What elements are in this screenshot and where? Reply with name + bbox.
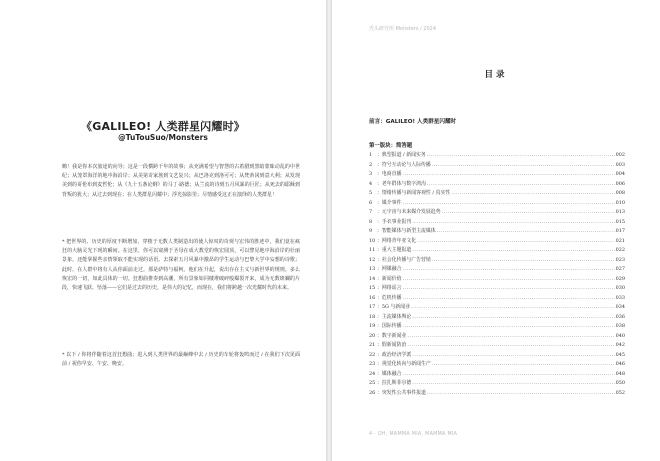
toc-entry-number: 14 [369, 275, 376, 282]
toc-entry[interactable] [369, 389, 625, 399]
toc-entry[interactable] [369, 313, 625, 323]
toc-entry[interactable] [369, 275, 625, 285]
toc-leader-dots [412, 379, 614, 389]
toc-entry-page: 003 [615, 161, 625, 168]
toc-entry-page: 010 [615, 199, 625, 206]
toc-entry-label: ：国际传播 [377, 323, 402, 329]
toc-entry-number: 5 [369, 190, 373, 196]
toc-entry-number: 22 [369, 351, 376, 358]
toc-entry-label: ：主流媒体舆论 [377, 313, 412, 320]
toc-leader-dots [427, 151, 615, 161]
toc-entry[interactable] [369, 303, 625, 313]
toc-entry-page: 015 [615, 218, 625, 225]
toc-entry-label: ：视觉化转向与新闻生产 [377, 361, 431, 367]
toc-entry[interactable] [369, 180, 625, 190]
toc-leader-dots [402, 294, 614, 304]
toc-entry-number: 19 [369, 323, 376, 329]
toc-entry-number: 4 [369, 180, 373, 187]
toc-entry-number: 15 [369, 285, 376, 291]
toc-entry-page: 046 [615, 361, 625, 367]
toc-entry-number: 2 [369, 161, 373, 168]
toc-entry[interactable] [369, 218, 625, 228]
toc-entry-number: 10 [369, 237, 376, 244]
toc-entry-label: ：元宇宙与未来媒介发展趋势 [377, 209, 441, 215]
intro-paragraph: 嗨！我是你本次旅途的向导；这是一段横跨千年的故事；从充满希望与智慧的古希腊到黑暗蒙昧动乱的中世纪；从笼罩海洋的地中海沿岸；从美第奇家族到文艺复兴；从巴洛克到洛可可；从梵蒂冈到意大利；从发现美到的哥伦布到麦哲伦；从《九十五条论纲》的马丁·路德；从兰流的诗到五月风暴的巨匠；从死去的耶稣到背叛的犹大；从过去到现在；在人类群星闪耀中；浮光掠影里；尽情感受这正在演绎的人类群星！ [62, 164, 300, 198]
toc-entry-number: 16 [369, 294, 376, 301]
toc-leader-dots [407, 341, 614, 351]
toc-entry[interactable] [369, 360, 625, 370]
toc-entry[interactable] [369, 237, 625, 247]
toc-entry-page: 036 [615, 313, 625, 320]
toc-leader-dots [402, 284, 614, 294]
toc-entry-label: ：5G 与新闻业 [377, 304, 411, 310]
toc-leader-dots [451, 189, 614, 199]
toc-entry-number: 8 [369, 218, 373, 225]
toc-entry[interactable] [369, 189, 625, 199]
toc-entry-label: ：重大主题报道 [377, 247, 412, 253]
toc-entry-label: ：危机传播 [377, 294, 402, 301]
toc-entry-page: 038 [615, 323, 625, 329]
toc-entry-label: ：社会化传播与广告营销 [377, 256, 431, 263]
toc-entry-page: 033 [615, 294, 625, 301]
toc-entry-number: 7 [369, 209, 373, 215]
toc-title: 目录 [484, 70, 508, 80]
toc-entry-label: ：拉扎斯菲尔德 [377, 380, 412, 386]
toc-entry-page: 023 [615, 256, 625, 263]
toc-entry[interactable] [369, 256, 625, 266]
right-page [332, 0, 660, 461]
toc-leader-dots [412, 351, 614, 361]
toc-section-title: 第一版块：简答题 [369, 143, 413, 149]
toc-entry[interactable] [369, 199, 625, 209]
running-footer: 4 · OH, MAMMA MIA, MAMMA MIA [369, 432, 458, 437]
toc-entry-number: 13 [369, 266, 376, 272]
toc-entry-number: 24 [369, 370, 376, 377]
book-author: @TuTouSuo/Monsters [118, 133, 208, 142]
toc-entry-number: 11 [369, 247, 376, 253]
toc-leader-dots [432, 360, 615, 370]
toc-entry-page: 050 [615, 380, 625, 386]
toc-entry-label: ：智能媒体与新型主流媒体 [377, 228, 436, 234]
toc-entry-label: ：媒体融合 [377, 370, 402, 377]
toc-leader-dots [427, 180, 615, 190]
toc-entry-label: ：网媒融合 [377, 266, 402, 272]
toc-entry-page: 004 [615, 171, 625, 177]
toc-entry-page: 021 [615, 237, 625, 244]
toc-leader-dots [417, 237, 615, 247]
toc-entry-number: 6 [369, 199, 373, 206]
toc-entry[interactable] [369, 151, 625, 161]
toc-leader-dots [402, 275, 614, 285]
toc-entry-page: 045 [615, 351, 625, 358]
toc-entry[interactable] [369, 246, 625, 256]
toc-entry-page: 052 [615, 389, 625, 396]
toc-leader-dots [432, 161, 615, 171]
toc-entry-page: 006 [615, 180, 625, 187]
toc-entry-label: ：网络青年亚文化 [377, 237, 417, 244]
book-title: 《GALILEO! 人类群星闪耀时》 [81, 120, 245, 133]
toc-entry-number: 9 [369, 228, 373, 234]
toc-entry-page: 017 [615, 228, 625, 234]
toc-entry-number: 20 [369, 332, 376, 339]
toc-entry-label: ：符号互动论与人际传播 [377, 161, 431, 168]
toc-entry-number: 1 [369, 152, 373, 158]
toc-entry[interactable] [369, 227, 625, 237]
toc-entry-number: 26 [369, 389, 376, 396]
toc-entry-number: 21 [369, 342, 376, 348]
toc-entry[interactable] [369, 341, 625, 351]
toc-entry-page: 008 [615, 190, 625, 196]
toc-leader-dots [412, 218, 614, 228]
toc-entry[interactable] [369, 208, 625, 218]
toc-entry[interactable] [369, 379, 625, 389]
toc-entry-label: ：典型报道 / 新闻实务 [377, 152, 426, 158]
toc-leader-dots [407, 332, 614, 342]
toc-entry-label: ：媒介事件 [377, 199, 402, 206]
left-page [0, 0, 326, 461]
toc-entry-number: 23 [369, 361, 376, 367]
body-paragraph: * 把世界的、历史的厚度不断增加，穿梭于无数人类制造出的使人惊叹的奇观与宏伟的胜迹中，我们竟在疯狂的大脑灵光下现的瞬间。在这里，你可以窥测于圣母在成大教堂的恢宏圆顶，可以譬见地中海沿岸的壮丽景象，还能掌握些亲情领取不能实现的话语。去探索五月风暴中激昂的学生运动与巴黎大学中妄想的诗歌；此时，在人群中将有人从你面前走过。那是萨特与福柯。他们在升起，说出存在主义与新世界的规则。多么恢宏的一切，如此具体的一切。狂想曲推奏到高潮，所有景象如同楼堆破碎般爆裂开来，成为无数斑斓的片段，快速飞跃、坠落——它们是过去的历史，是伟大的记忆，而现在，我们将跨越一次光耀时代的未来。 [62, 239, 300, 292]
toc-entry-label: ：突发性公共事件报道 [377, 389, 426, 396]
toc-entry[interactable] [369, 170, 625, 180]
toc-entry-page: 034 [615, 304, 625, 310]
toc-leader-dots [437, 227, 615, 237]
toc-entry-page: 048 [615, 370, 625, 377]
running-header: 秃头研究所 Monsters / 2024 [369, 26, 437, 32]
toc-entry-page: 030 [615, 285, 625, 291]
toc-entry[interactable] [369, 351, 625, 361]
toc-entry-page: 029 [615, 275, 625, 282]
toc-entry-page: 002 [615, 152, 625, 158]
toc-leader-dots [427, 389, 615, 399]
toc-leader-dots [442, 208, 615, 218]
toc-entry-number: 18 [369, 313, 376, 320]
toc-entry[interactable] [369, 265, 625, 275]
toc-entry[interactable] [369, 322, 625, 332]
toc-entry-number: 25 [369, 380, 376, 386]
toc-leader-dots [402, 199, 614, 209]
toc-entry-number: 3 [369, 171, 373, 177]
toc-entry-label: ：政治经济学派 [377, 351, 412, 358]
toc-entry-label: ：电商直播 [377, 171, 402, 177]
closing-paragraph: * 以下 / 你将伴随着这首狂想曲；进入到人类世界的最巅峰中去 / 历史的车轮将轰鸣而过 / 在我们下次见面前 / 祝你早安、午安、晚安。 [62, 352, 300, 368]
toc-entry[interactable] [369, 370, 625, 380]
toc-entry-label: ：老年群体与数字鸿沟 [377, 180, 426, 187]
toc-entry[interactable] [369, 332, 625, 342]
toc-entry-page: 013 [615, 209, 625, 215]
toc-preface: 前言：GALILEO! 人类群星闪耀时 [369, 119, 457, 125]
toc-leader-dots [411, 303, 615, 313]
toc-entry-label: ：新闻价值 [377, 275, 402, 282]
toc-entry-label: ：手衣事业报刊 [377, 218, 412, 225]
toc-entry-label: ：假新闻防治 [377, 342, 407, 348]
toc-entry-label: ：网络谣言 [377, 285, 402, 291]
toc-entry-page: 042 [615, 342, 625, 348]
toc-entry-label: ：情绪传播与新闻客观性 / 真实性 [377, 190, 451, 196]
toc-entry-page: 022 [615, 247, 625, 253]
toc-entry-number: 12 [369, 256, 376, 263]
toc-entry[interactable] [369, 284, 625, 294]
toc-leader-dots [432, 256, 615, 266]
toc-leader-dots [412, 313, 614, 323]
toc-leader-dots [412, 246, 614, 256]
toc-leader-dots [402, 170, 614, 180]
toc-entry[interactable] [369, 294, 625, 304]
toc-entry[interactable] [369, 161, 625, 171]
toc-list [369, 151, 625, 398]
toc-leader-dots [402, 265, 614, 275]
toc-leader-dots [402, 370, 614, 380]
toc-leader-dots [402, 322, 614, 332]
toc-entry-number: 17 [369, 304, 376, 310]
toc-entry-page: 040 [615, 332, 625, 339]
toc-entry-label: ：数字新闻业 [377, 332, 407, 339]
toc-entry-page: 027 [615, 266, 625, 272]
